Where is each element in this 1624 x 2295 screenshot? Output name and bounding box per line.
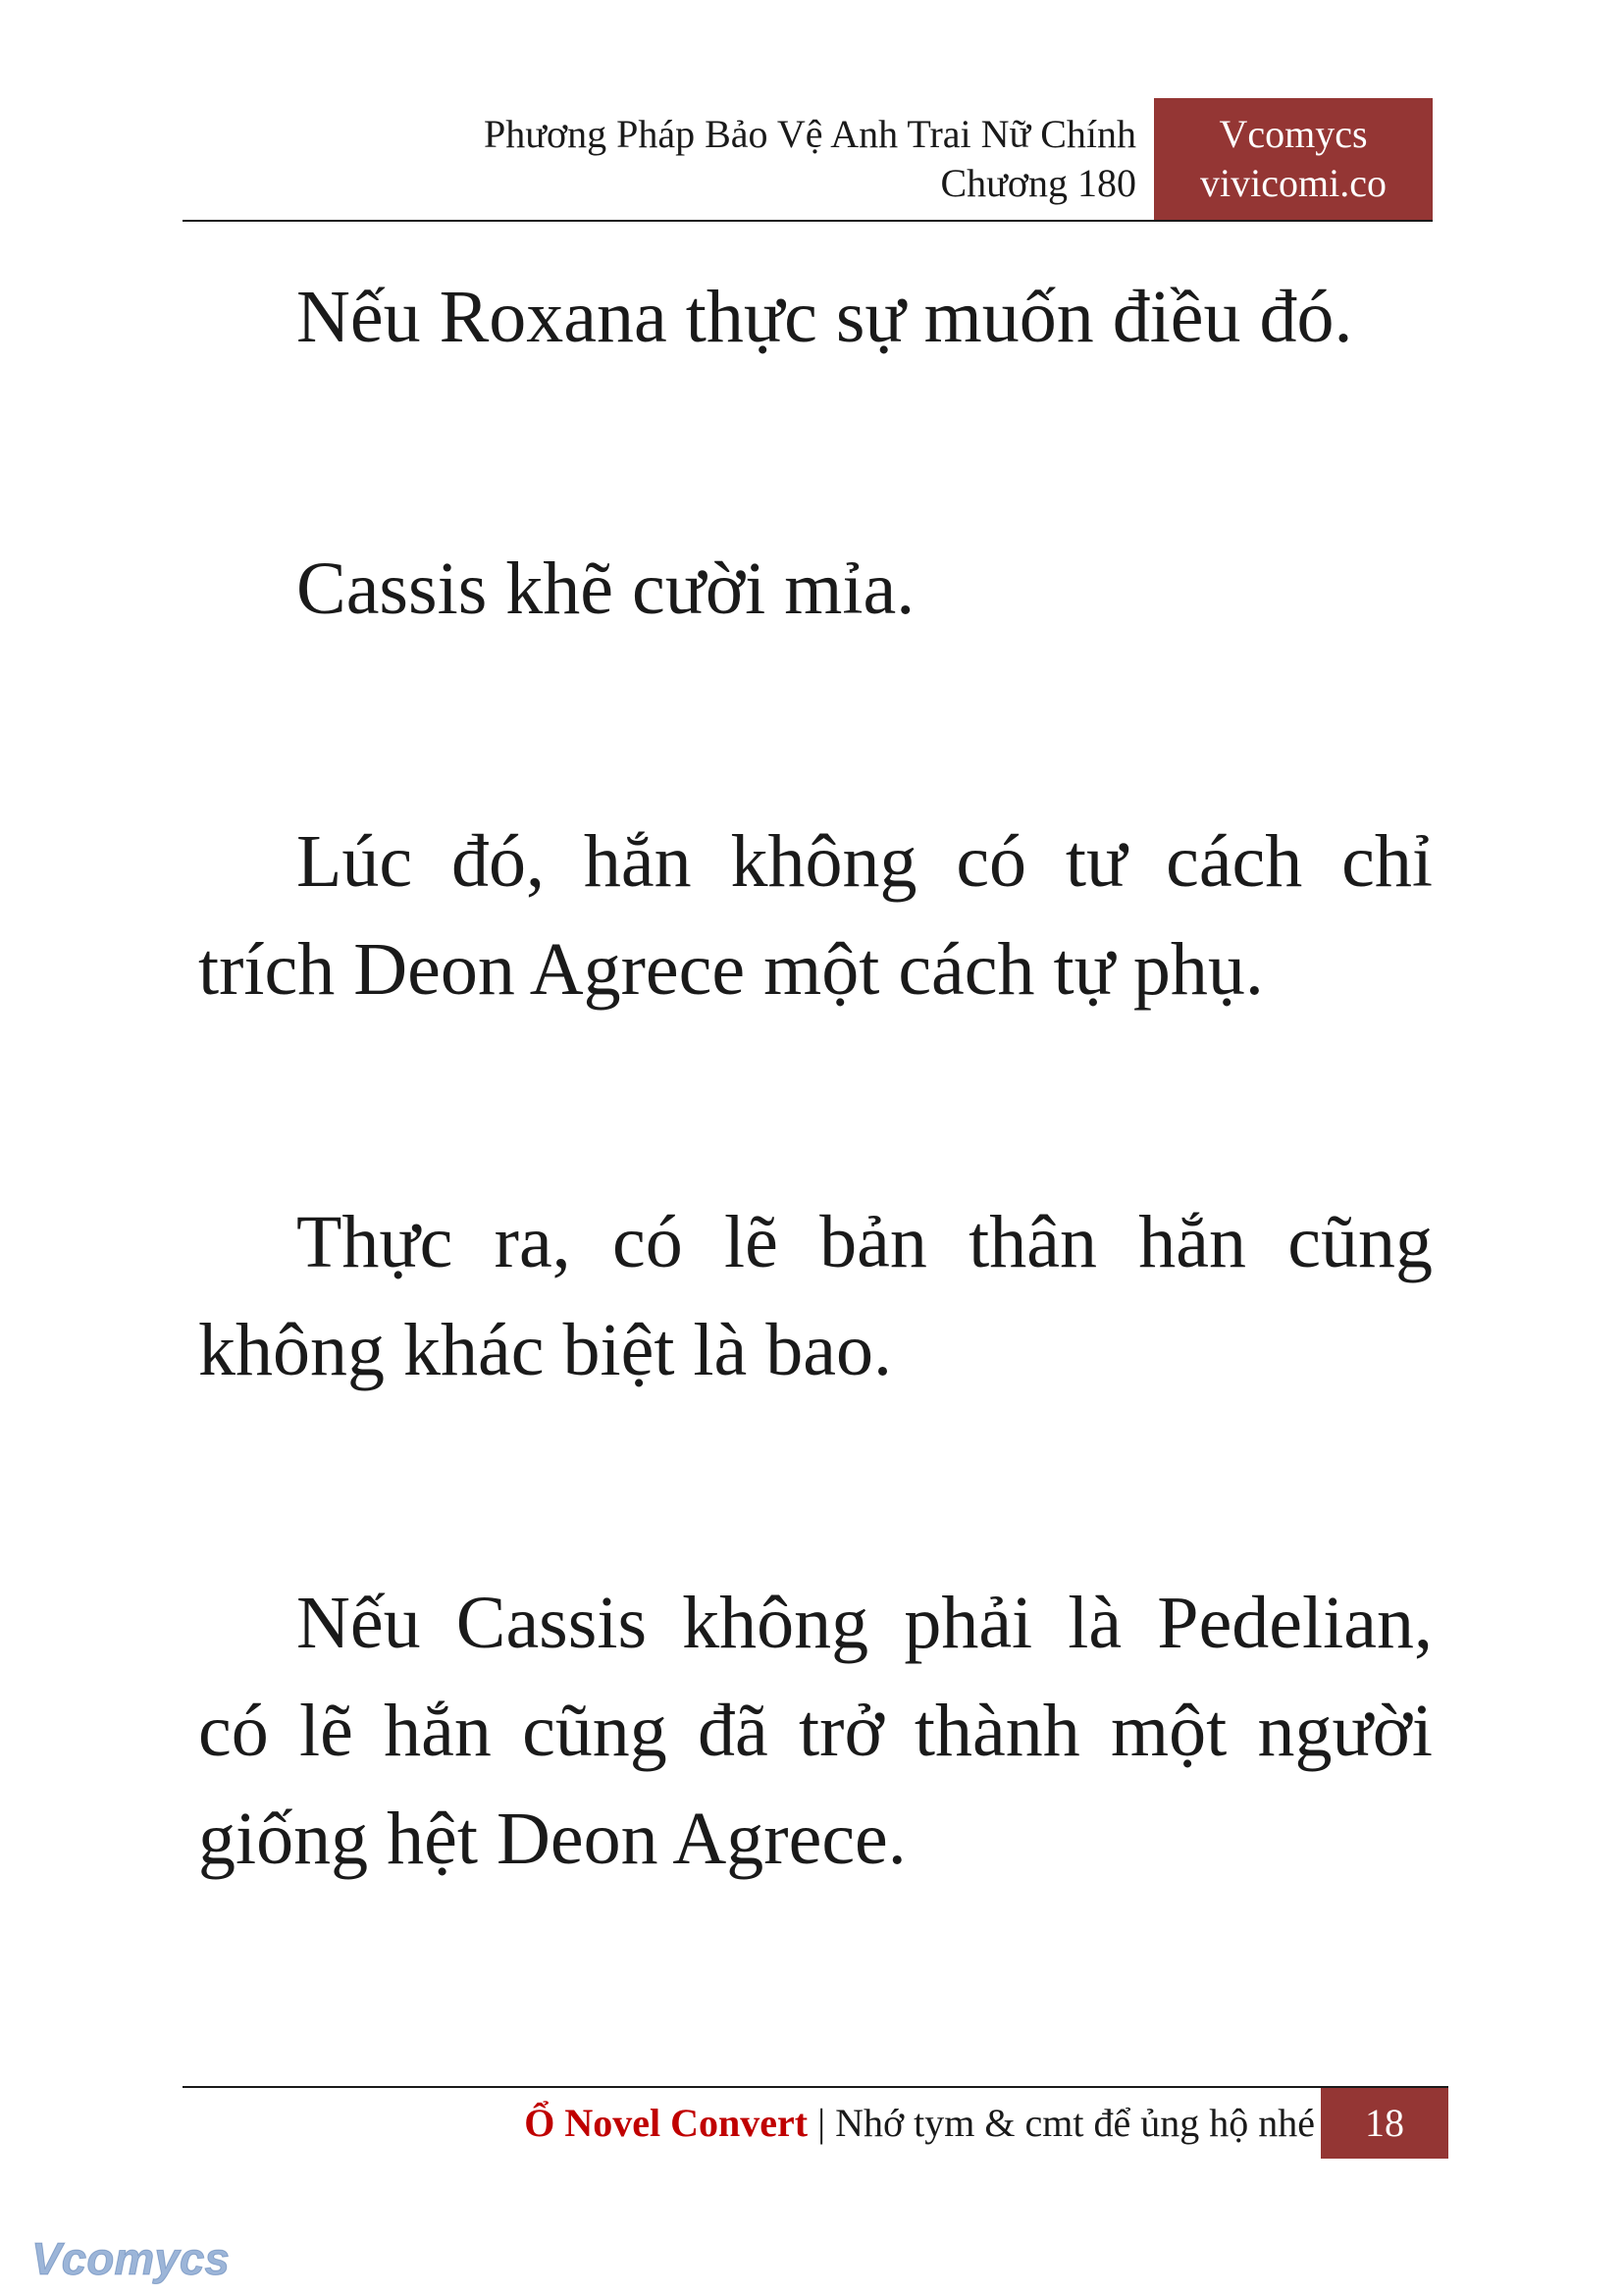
- paragraph-1: Nếu Roxana thực sự muốn điều đó.: [296, 276, 1353, 358]
- footer-brand: Ổ Novel Convert: [524, 2101, 809, 2145]
- page-number: 18: [1321, 2088, 1448, 2159]
- page-header: [183, 98, 1433, 220]
- badge-site-name: Vcomycs: [1219, 112, 1368, 156]
- watermark-text: Vcomycs: [31, 2233, 231, 2284]
- header-divider: [183, 220, 1433, 222]
- vcomycs-logo-watermark: [29, 2229, 245, 2288]
- paragraph-4: Thực ra, có lẽ bản thân hắn cũng không khác biệt là bao.: [198, 1201, 1433, 1391]
- footer-text: [524, 2100, 1315, 2147]
- chapter-body: [198, 263, 1433, 1893]
- footer-separator: |: [808, 2101, 836, 2145]
- badge-site-url: vivicomi.co: [1200, 161, 1387, 205]
- book-title: Phương Pháp Bảo Vệ Anh Trai Nữ Chính: [484, 112, 1136, 156]
- header-text-block: [484, 110, 1136, 208]
- chapter-label: Chương 180: [940, 161, 1136, 205]
- page-footer: [183, 2088, 1448, 2159]
- paragraph-5: Nếu Cassis không phải là Pedelian, có lẽ hắn cũng đã trở thành một người giống hệt Deon Agrece.: [198, 1582, 1433, 1880]
- paragraph-2: Cassis khẽ cười mỉa.: [296, 548, 916, 630]
- footer-message: Nhớ tym & cmt để ủng hộ nhé: [835, 2101, 1315, 2145]
- paragraph-3: Lúc đó, hắn không có tư cách chỉ trích Deon Agrece một cách tự phụ.: [198, 820, 1433, 1011]
- site-badge: [1154, 98, 1433, 220]
